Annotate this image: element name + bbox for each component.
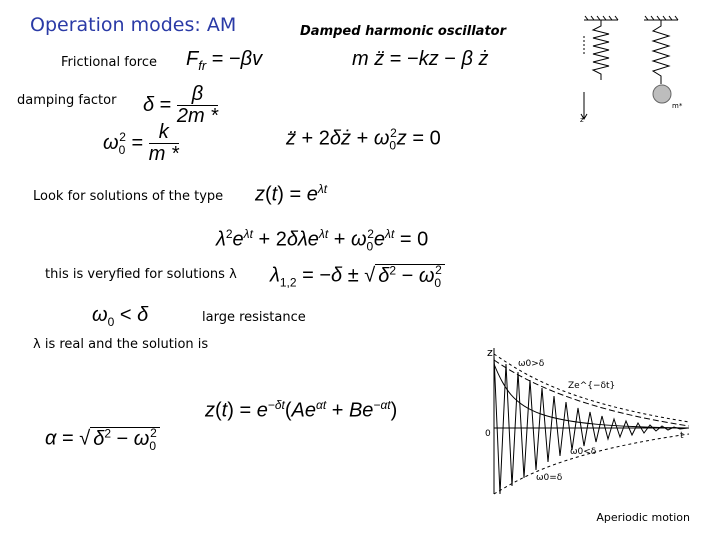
equation-differential: z̈ + 2δż + $\omega_0^2z = 0$ bbox=[286, 126, 441, 153]
equation-motion: m z̈ = −kz − β ż bbox=[352, 48, 489, 70]
z-axis-label: z bbox=[487, 346, 493, 359]
equation-damping: δ = $\frac{\beta}{2m *}$ bbox=[143, 83, 219, 127]
aperiodic-caption: Aperiodic motion bbox=[596, 511, 690, 524]
overdamped-label: ω0>δ bbox=[518, 359, 545, 369]
lambda-real-label: λ is real and the solution is bbox=[33, 337, 209, 352]
svg-text:m*: m* bbox=[672, 102, 683, 110]
damping-factor-label: damping factor bbox=[17, 93, 117, 108]
spring-diagram bbox=[576, 14, 686, 124]
equation-solution: $z(t) = e^{-\delta t}(Ae^{\alpha t} + Be^{-\alpha t})$ bbox=[205, 398, 398, 422]
envelope-label: Ze^{−δt} bbox=[568, 381, 616, 391]
svg-text:z: z bbox=[580, 116, 584, 124]
equation-trial: $z(t) = e^{\lambda t}$ bbox=[255, 182, 328, 206]
underdamped-label: ω0<δ bbox=[570, 447, 597, 457]
frictional-force-label: Frictional force bbox=[61, 55, 157, 70]
underdamped-curve bbox=[494, 356, 688, 494]
subtitle: Damped harmonic oscillator bbox=[300, 24, 506, 39]
equation-characteristic: $\lambda^2e^{\lambda t} + 2\delta\lambda e^{\lambda t} + \omega_0^2e^{\lambda t} = 0$ bbox=[216, 227, 429, 254]
t-axis-label: t bbox=[680, 431, 684, 441]
equation-condition: $\omega_0 < \delta$ bbox=[92, 304, 149, 329]
damped-motion-graph bbox=[484, 344, 694, 500]
equation-omega0: $\omega_0^2$ = $\frac{k}{m *}$ bbox=[103, 121, 179, 165]
large-resistance-label: large resistance bbox=[202, 310, 306, 325]
equation-roots: $\lambda_{1,2} = -\delta$ ± √ $\delta^2 - \omega_0^2$ bbox=[270, 263, 445, 290]
critical-label: ω0=δ bbox=[536, 473, 563, 483]
origin-label: 0 bbox=[485, 429, 491, 439]
overdamped-curve bbox=[494, 360, 689, 426]
equation-alpha: α = √ $\delta^2 - \omega_0^2$ bbox=[45, 426, 160, 453]
page-title: Operation modes: AM bbox=[30, 14, 237, 36]
look-for-label: Look for solutions of the type bbox=[33, 189, 224, 204]
equation-friction: $F_{fr} = -\beta v$ bbox=[186, 48, 263, 73]
verified-label: this is veryfied for solutions λ bbox=[45, 267, 237, 282]
